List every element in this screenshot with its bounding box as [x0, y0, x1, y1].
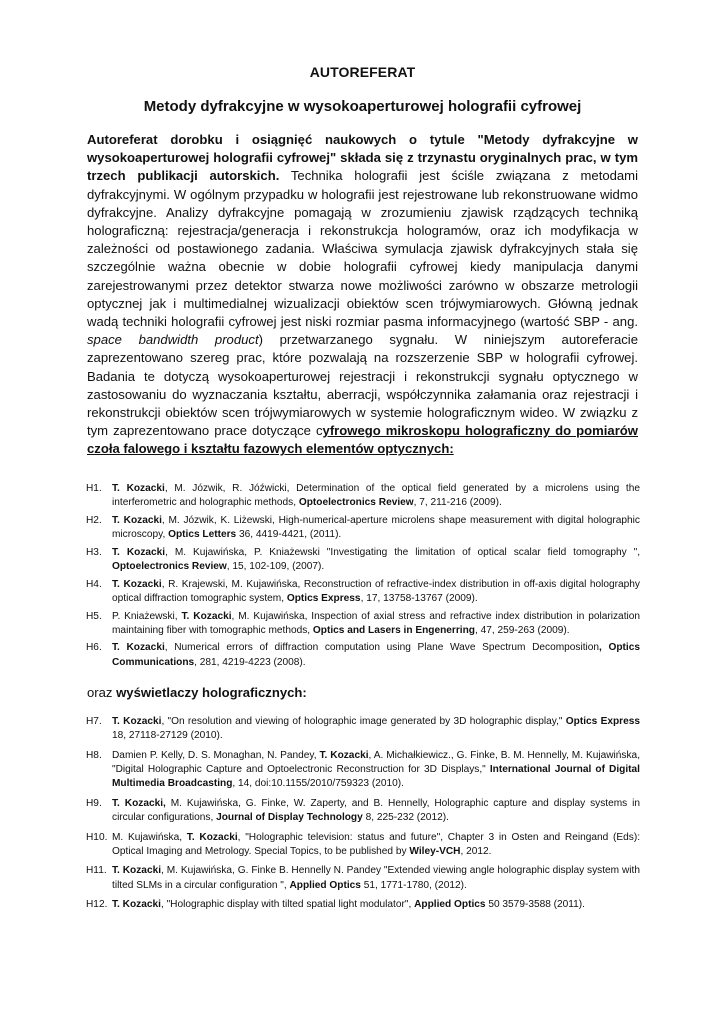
reference-item: [86, 864, 640, 893]
reference-text: , M. Kujawińska, P. Kniażewski "Investigating the limitation of optical scalar field tomography ",: [165, 546, 641, 558]
reference-text: , A. Michałkiewicz., G. Finke, B. M. Hennelly, M. Kujawińska, "Digital Holographic Capture and Optoelectronic Reconstruction for 3D Displays,": [112, 749, 641, 776]
reference-details: 36, 4419-4421, (2011).: [236, 529, 342, 541]
reference-pre-authors: P. Kniażewski,: [112, 610, 182, 622]
reference-details: , 2012.: [460, 845, 492, 857]
reference-details: , 47, 259-263 (2009).: [474, 624, 570, 636]
reference-author-bold: T. Kozacki: [181, 610, 232, 622]
reference-label: H8.: [86, 749, 102, 761]
reference-label: H2.: [86, 514, 102, 526]
reference-journal: Optics and Lasers in Engenerring: [312, 624, 475, 636]
intro-body-2: ) przetwarzanego sygnału. W niniejszym autoreferacie zaprezentowano szereg prac, które pozwalają na rozszerzenie SBP w holografii cyfrowej. Badania te dotyczą wysokoaperturowej rejestracji i rekonstrukcji sygnału optycznego w zastosowaniu do wyznaczania kształtu, aberracji, współczynnika załamania oraz rejestracji i rekonstrukcji obiektów scen trójwymiarowych w systemie holograficznym wideo. W związku z tym zaprezentowano prace dotyczące c: [87, 332, 638, 439]
reference-journal: Optics Letters: [168, 529, 237, 541]
reference-item: [86, 898, 640, 912]
reference-text: , Numerical errors of diffraction computation using Plane Wave Spectrum Decomposition: [164, 642, 600, 654]
reference-label: H10.: [86, 831, 108, 843]
reference-author-bold: T. Kozacki: [186, 831, 238, 843]
reference-list-microscopy: [86, 482, 640, 673]
oraz-bold: wyświetlaczy holograficznych:: [116, 685, 307, 700]
reference-label: H9.: [86, 797, 102, 809]
reference-author-bold: T. Kozacki: [112, 899, 161, 911]
reference-author-bold: T. Kozacki: [112, 546, 166, 558]
intro-bold-lead: Autoreferat dorobku i osiągnięć naukowych o tytule "Metody dyfrakcyjne w wysokoaperturowej holografii cyfrowej" składa się z trzynastu oryginalnych prac, w tym trzech publikacji autorskich.: [87, 132, 638, 184]
reference-details: , 15, 102-109, (2007).: [226, 561, 325, 573]
reference-text: , M. Józwik, R. Jóźwicki, Determination of the optical field generated by a microlens using the interferometric and holographic methods,: [112, 483, 641, 509]
reference-journal: , Optics Communications: [112, 642, 640, 668]
intro-bold-underline-tail: yfrowego mikroskopu holograficzny do pomiarów czoła falowego i kształtu fazowych elementów optycznych:: [87, 423, 638, 457]
reference-details: , 17, 13758-13767 (2009).: [360, 592, 478, 604]
reference-text: , M. Kujawińska, Inspection of axial stress and refractive index distribution in polarization maintaining fiber with tomographic methods,: [112, 610, 641, 636]
reference-journal: Optics Express: [286, 592, 361, 604]
page-title: AUTOREFERAT: [309, 64, 416, 80]
oraz-heading: [87, 685, 307, 700]
reference-author-bold: T. Kozacki: [112, 865, 162, 877]
reference-item: [86, 610, 640, 639]
reference-journal: Journal of Display Technology: [216, 812, 363, 824]
reference-details: , 14, doi:10.1155/2010/759323 (2010).: [232, 778, 404, 790]
page-subtitle: Metody dyfrakcyjne w wysokoaperturowej holografii cyfrowej: [143, 98, 582, 115]
reference-label: H12.: [86, 899, 108, 911]
reference-label: H11.: [86, 865, 107, 877]
reference-author-bold: T. Kozacki: [112, 578, 162, 590]
reference-text: , "Holographic display with tilted spatial light modulator",: [160, 899, 415, 911]
reference-details: 18, 27118-27129 (2010).: [112, 730, 223, 742]
reference-label: H1.: [86, 483, 102, 494]
reference-journal: Wiley-VCH: [409, 845, 461, 857]
reference-item: [86, 546, 640, 575]
reference-author-bold: T. Kozacki: [112, 514, 162, 526]
reference-journal: Applied Optics: [289, 879, 361, 891]
reference-author-bold: T. Kozacki: [112, 642, 165, 654]
reference-author-bold: T. Kozacki: [112, 716, 162, 727]
reference-journal: Optoelectronics Review: [112, 561, 227, 573]
reference-item: [86, 715, 640, 744]
reference-item: [86, 749, 640, 792]
reference-journal: Applied Optics: [414, 899, 486, 911]
reference-details: 50 3579-3588 (2011).: [485, 899, 585, 911]
reference-text: , M. Kujawińska, G. Finke B. Hennelly N. Pandey "Extended viewing angle holographic display system with tilted SLMs in a circular configuration ",: [112, 865, 640, 891]
reference-text: , "On resolution and viewing of holographic image generated by 3D holographic display,": [161, 716, 566, 727]
reference-pre-authors: Damien P. Kelly, D. S. Monaghan, N. Pandey,: [112, 749, 320, 761]
reference-details: 51, 1771-1780, (2012).: [360, 879, 467, 891]
intro-italic-term: space bandwidth product: [87, 332, 259, 348]
reference-journal: Optics Express: [565, 716, 640, 727]
reference-pre-authors: M. Kujawińska,: [112, 831, 187, 843]
reference-author-bold: T. Kozacki: [112, 483, 165, 494]
reference-journal: International Journal of Digital Multimedia Broadcasting: [112, 764, 640, 790]
reference-label: H7.: [86, 716, 102, 727]
reference-item: [86, 514, 640, 543]
reference-details: , 7, 211-216 (2009).: [413, 497, 502, 509]
reference-details: , 281, 4219-4223 (2008).: [194, 656, 306, 668]
reference-item: [86, 482, 640, 511]
reference-author-bold: T. Kozacki,: [112, 797, 166, 809]
reference-journal: Optoelectronics Review: [298, 497, 414, 509]
reference-label: H4.: [86, 578, 102, 590]
reference-list-displays: [86, 715, 640, 918]
reference-details: 8, 225-232 (2012).: [362, 812, 449, 824]
oraz-plain: oraz: [87, 685, 117, 700]
reference-item: [86, 641, 640, 670]
reference-label: H6.: [86, 642, 102, 654]
reference-item: [86, 578, 640, 607]
reference-item: [86, 831, 640, 860]
reference-author-bold: T. Kozacki: [319, 749, 369, 761]
intro-paragraph: [87, 131, 638, 459]
reference-label: H3.: [86, 546, 102, 558]
intro-body-1: Technika holografii jest ściśle związana z metodami dyfrakcyjnymi. W ogólnym przypadku w holografii jest rejestrowane lub rekonstruowane widmo dyfrakcyjne. Analizy dyfrakcyjne pomagają w zrozumieniu zjawisk rządzących techniką holograficzną: rejestracja/generacja i rekonstrukcja hologramów, oraz ich modyfikacja w zależności od postawionego zadania. Właściwa symulacja zjawisk dyfrakcyjnych stała się szczególnie ważna obecnie w dobie holografii cyfrowej kiedy manipulacja danymi zarejestrowanymi przez detektor stwarza nowe możliwości zarówno w obszarze metrologii optycznej jak i multimedialnej wizualizacji obiektów scen trójwymiarowych. Główną jednak wadą techniki holografii cyfrowej jest niski rozmiar pasma informacyjnego (wartość SBP - ang.: [87, 168, 638, 330]
reference-item: [86, 797, 640, 826]
reference-text: M. Kujawińska, G. Finke, W. Zaperty, and B. Hennelly, Holographic capture and display systems in circular configurations,: [112, 797, 640, 824]
reference-text: , M. Józwik, K. Liżewski, High-numerical-aperture microlens shape measurement with digital holographic microscopy,: [112, 514, 640, 541]
reference-text: , R. Krajewski, M. Kujawińska, Reconstruction of refractive-index distribution in off-axis digital holography optical diffraction tomographic system,: [112, 578, 640, 604]
reference-text: , "Holographic television: status and future", Chapter 3 in Osten and Reingand (Eds): Optical Imaging and Metrology. Special Topics, to be published by: [112, 831, 641, 857]
reference-label: H5.: [86, 610, 102, 622]
